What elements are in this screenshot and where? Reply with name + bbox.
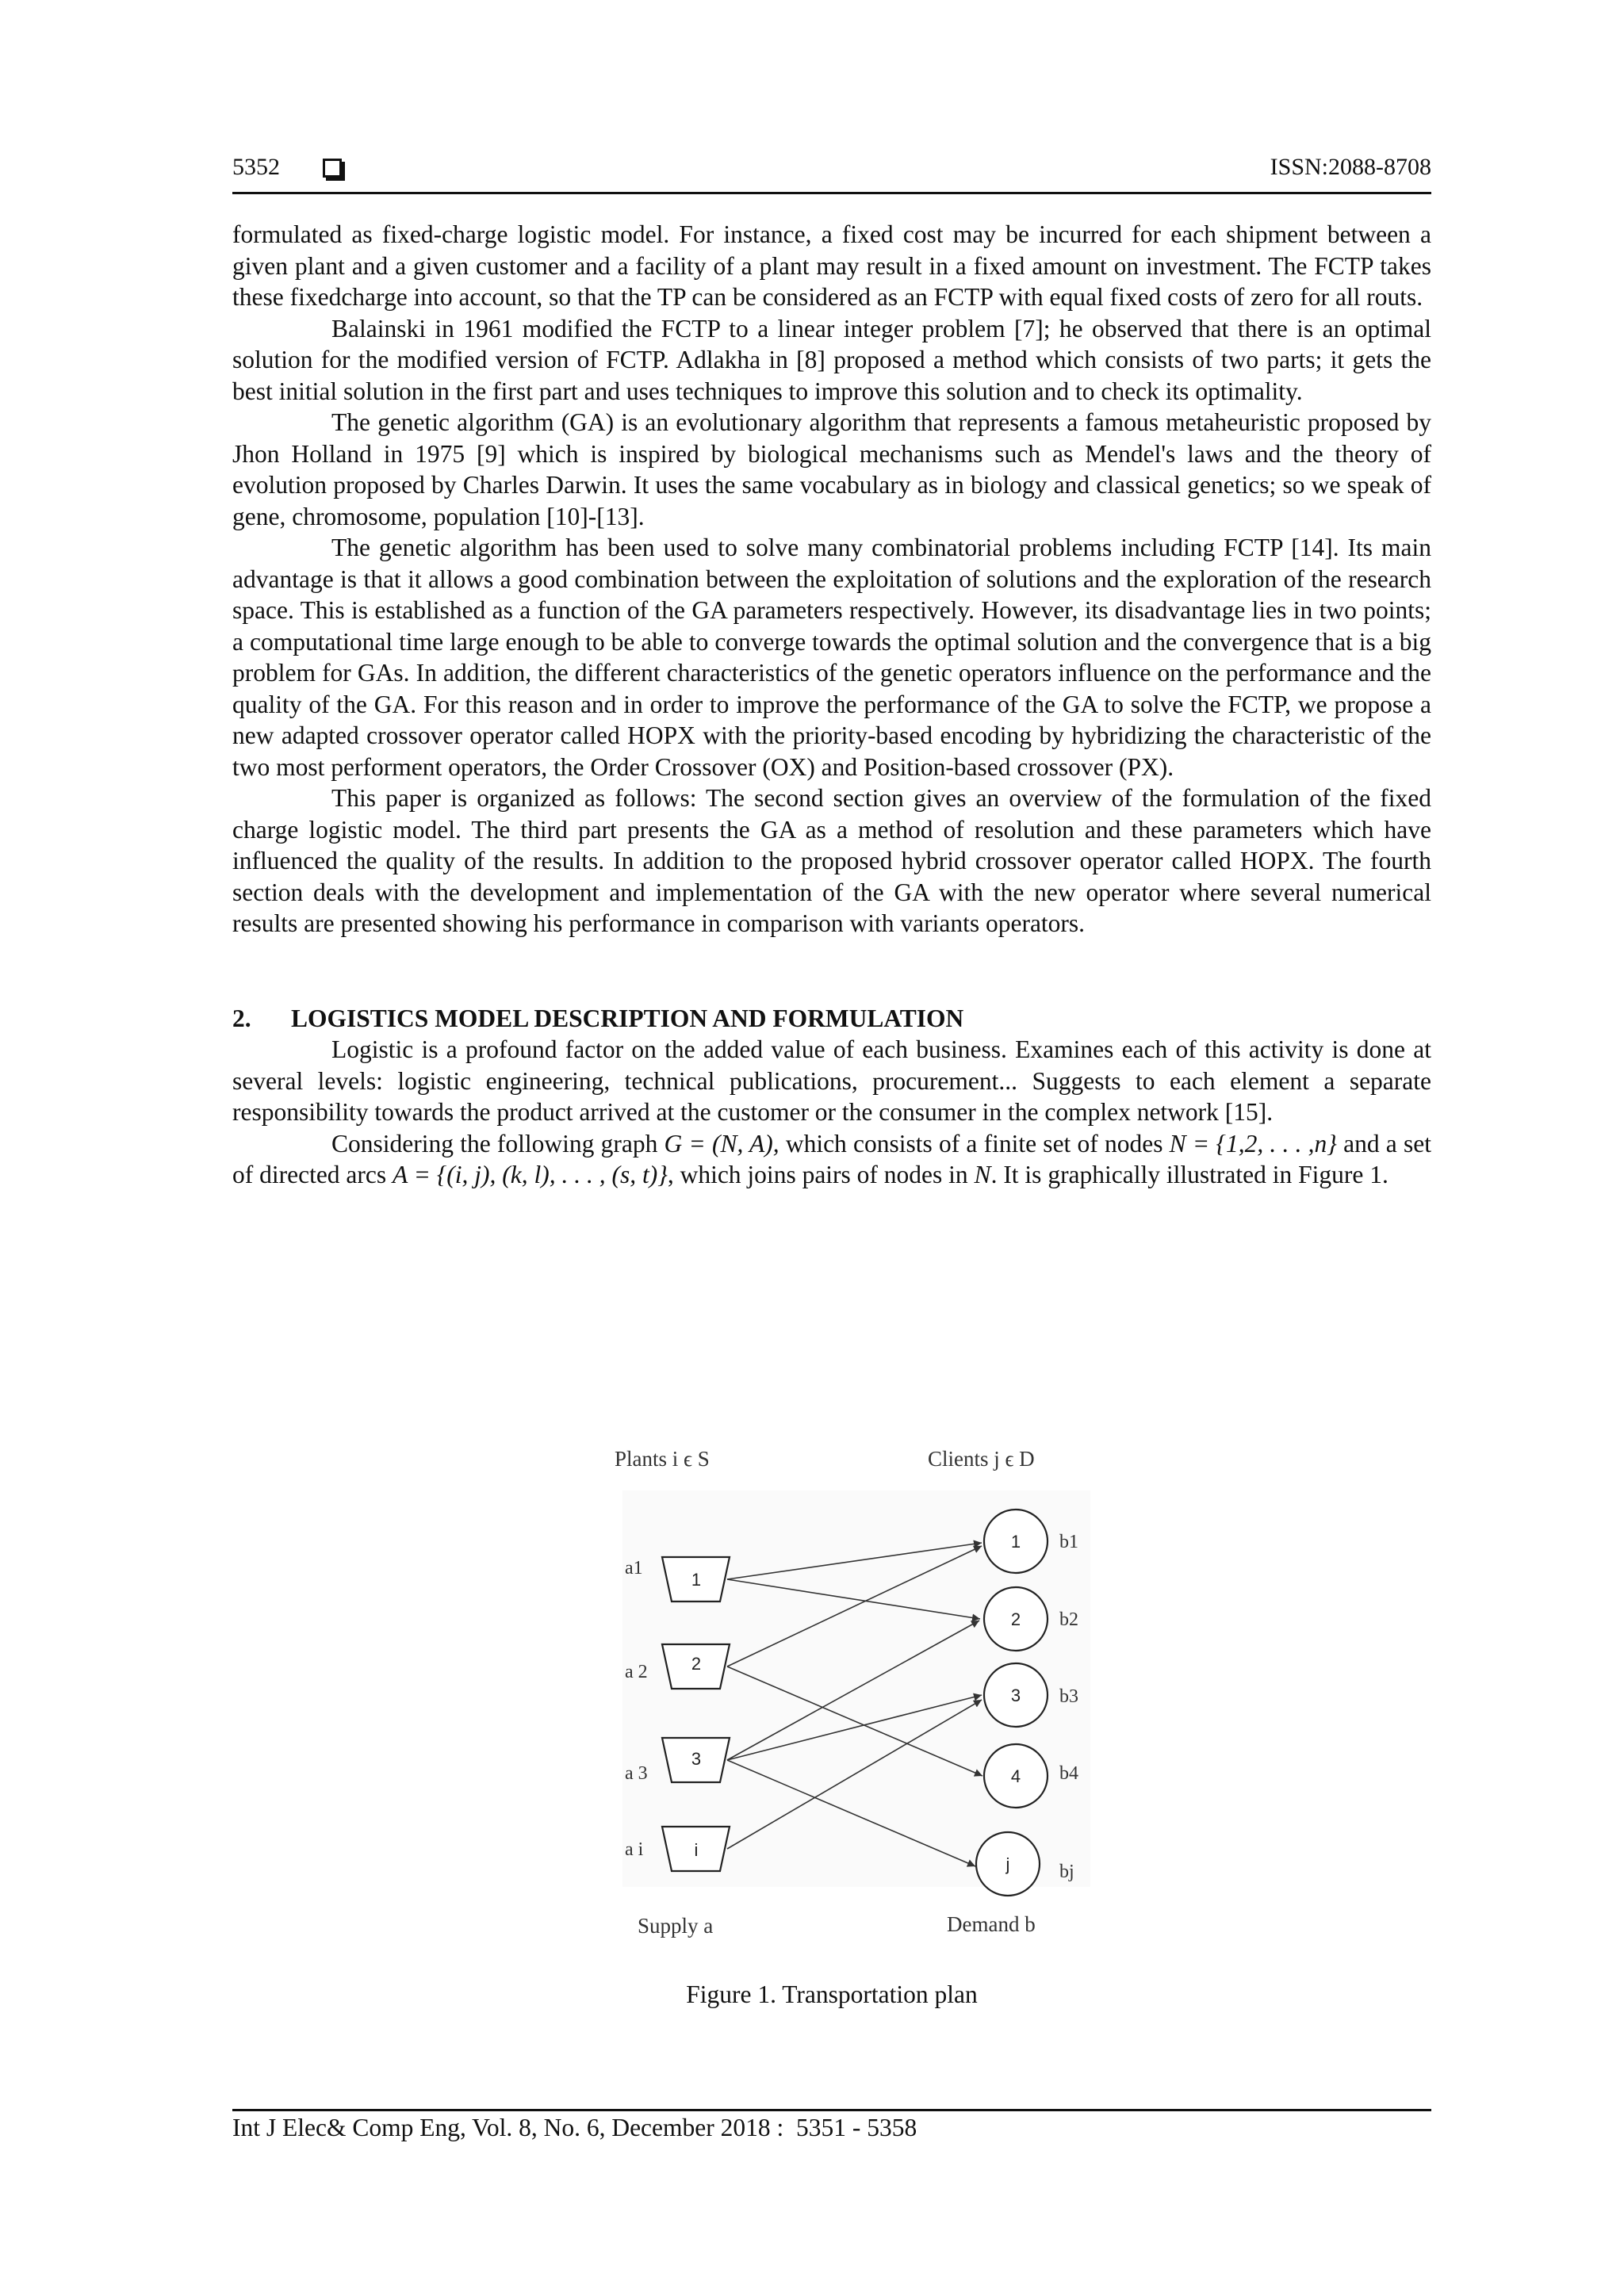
paragraph-2: Balainski in 1961 modified the FCTP to a linear integer problem [7]; he observed that there is an optimal solution for the modified version of FCTP. Adlakha in [8] proposed a method which consists of two parts; it gets the best initial solution in the first part and uses techniques to improve this solution and to check its optimality. (232, 314, 1431, 405)
section-paragraph-1: Logistic is a profound factor on the added value of each business. Examines each of this activity is done at several levels: logistic engineering, technical publications, procurement... Suggests to each element a separate responsibility towards the product arrived at the customer or the consumer in the complex network [15]. (232, 1035, 1431, 1126)
svg-text:b2: b2 (1059, 1609, 1078, 1630)
figure-caption: Figure 1. Transportation plan (686, 1980, 978, 2008)
issn: ISSN:2088-8708 (1270, 154, 1431, 180)
svg-text:1: 1 (691, 1570, 702, 1590)
footer-citation: Int J Elec& Comp Eng, Vol. 8, No. 6, December 2018 : 5351 - 5358 (232, 2114, 917, 2141)
svg-text:2: 2 (691, 1654, 702, 1674)
section-title: LOGISTICS MODEL DESCRIPTION AND FORMULATION (291, 1004, 964, 1032)
body-text (232, 219, 1431, 1191)
svg-text:i: i (694, 1840, 699, 1860)
footer-rule (232, 2109, 1431, 2111)
svg-text:a i: a i (625, 1839, 644, 1860)
paragraph-1: formulated as fixed-charge logistic model. For instance, a fixed cost may be incurred for each shipment between a given plant and a given customer and a facility of a plant may result in a fixed amount on investment. The FCTP takes these fixedcharge into account, so that the TP can be considered as an FCTP with equal fixed costs of zero for all routs. (232, 220, 1431, 311)
page-number: 5352 (232, 154, 280, 180)
svg-text:j: j (1005, 1854, 1010, 1874)
square-icon (323, 159, 342, 178)
arcs-formula: A = {(i, j), (k, l), . . . , (s, t)} (393, 1161, 668, 1188)
svg-text:b3: b3 (1059, 1686, 1078, 1707)
section-paragraph-2: Considering the following graph G = (N, A), which consists of a finite set of nodes N = {1,2, . . . ,n} and a set of directed arcs A = {(i, j), (k, l), . . . , (s, t)}, which joins pairs of nodes in N. It is graphically illustrated in Figure 1. (232, 1129, 1431, 1188)
svg-text:bj: bj (1059, 1862, 1074, 1882)
svg-text:1: 1 (1010, 1532, 1021, 1552)
demand-label: Demand b (947, 1912, 1036, 1936)
supply-label: Supply a (638, 1914, 714, 1938)
svg-text:3: 3 (691, 1749, 702, 1769)
svg-text:2: 2 (1010, 1609, 1021, 1629)
plants-title: Plants i ϵ S (615, 1447, 710, 1471)
section-number: 2. (232, 1004, 251, 1032)
paragraph-3: The genetic algorithm (GA) is an evolutionary algorithm that represents a famous metaheuristic proposed by Jhon Holland in 1975 [9] which is inspired by biological mechanisms such as Mendel's laws and the theory of evolution proposed by Charles Darwin. It uses the same vocabulary as in biology and classical genetics; so we speak of gene, chromosome, population [10]-[13]. (232, 408, 1431, 530)
section-heading (232, 1003, 1431, 1035)
svg-text:b1: b1 (1059, 1532, 1078, 1552)
svg-text:3: 3 (1010, 1686, 1021, 1705)
svg-text:a1: a1 (625, 1558, 643, 1578)
paragraph-4: The genetic algorithm has been used to solve many combinatorial problems including FCTP [14]. Its main advantage is that it allows a good combination between the exploitation of solutions and the exploration of the research space. This is established as a function of the GA parameters respectively. However, its disadvantage lies in two points; a computational time large enough to be able to converge towards the optimal solution and the convergence that is a big problem for GAs. In addition, the different characteristics of the genetic operators influence on the performance and the quality of the GA. For this reason and in order to improve the performance of the GA to solve the FCTP, we propose a new adapted crossover operator called HOPX with the priority-based encoding by hybridizing the characteristic of the two most performent operators, the Order Crossover (OX) and Position-based crossover (PX). (232, 534, 1431, 781)
svg-text:b4: b4 (1059, 1763, 1078, 1784)
svg-text:a 2: a 2 (625, 1662, 648, 1682)
clients-title: Clients j ϵ D (928, 1447, 1035, 1471)
paragraph-5: This paper is organized as follows: The second section gives an overview of the formulation of the fixed charge logistic model. The third part presents the GA as a method of resolution and these parameters which have influenced the quality of the results. In addition to the proposed hybrid crossover operator called HOPX. The fourth section deals with the development and implementation of the GA with the new operator where several numerical results are presented showing his performance in comparison with variants operators. (232, 784, 1431, 937)
figure-transportation-plan (603, 1435, 1110, 1950)
graph-formula: G = (N, A), (664, 1129, 779, 1158)
header-rule (232, 192, 1431, 194)
transportation-diagram (603, 1435, 1110, 1950)
svg-text:4: 4 (1010, 1766, 1021, 1786)
page-header (232, 154, 1431, 193)
svg-text:a 3: a 3 (625, 1763, 648, 1784)
nodes-formula: N = {1,2, . . . ,n} (1169, 1129, 1337, 1158)
